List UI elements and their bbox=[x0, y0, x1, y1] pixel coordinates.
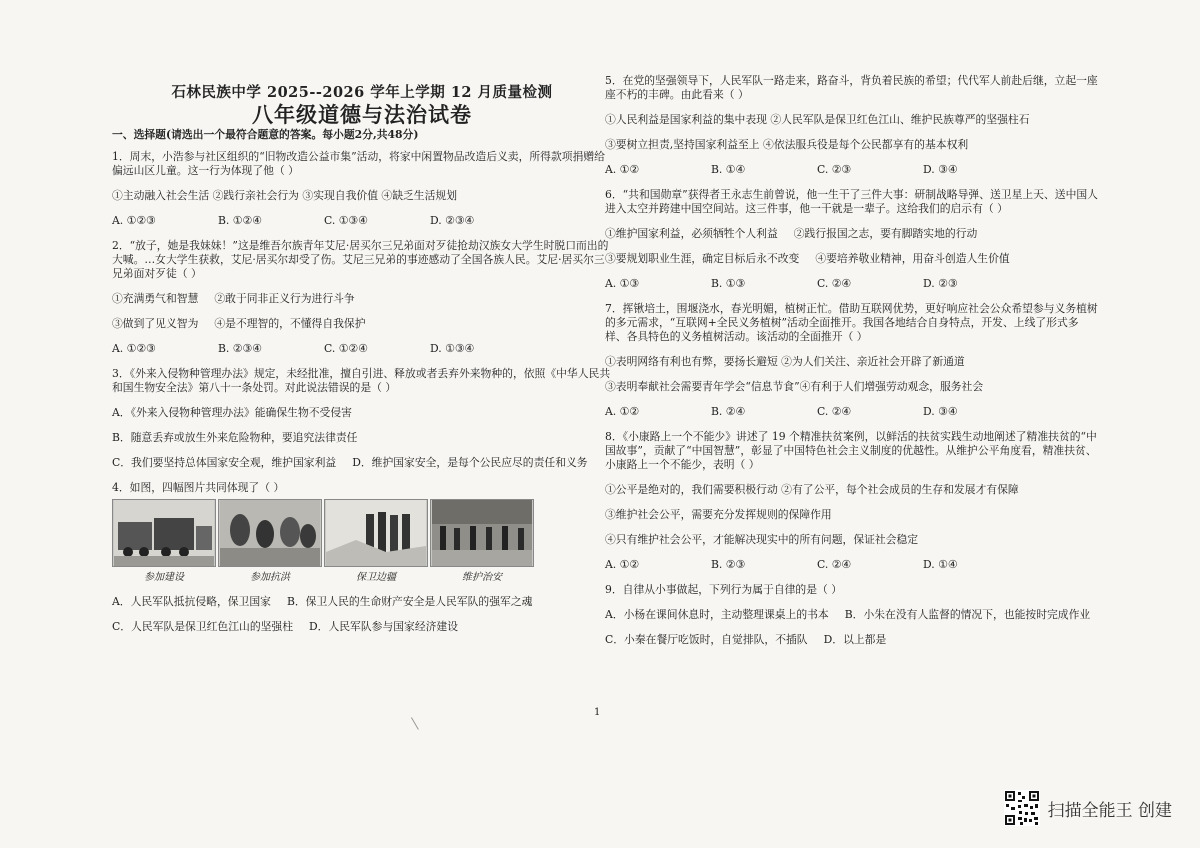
question-4 bbox=[112, 481, 612, 634]
options-row bbox=[605, 633, 1100, 647]
left-column bbox=[112, 74, 612, 645]
photo-security bbox=[430, 499, 534, 567]
photo-border bbox=[324, 499, 428, 567]
option-d: D．以上都是 bbox=[823, 633, 887, 646]
question-stem: 3．《外来入侵物种管理办法》规定，未经批准，擅自引进、释放或者丢弃外来物种的，依照《中华人民共和国生物安全法》第八十一条处罚。对此说法错误的是（ ） bbox=[112, 367, 611, 394]
options-row bbox=[112, 342, 612, 356]
statement: ③要规划职业生涯，确定目标后永不改变 bbox=[605, 252, 800, 265]
option-a: A. ①②③ bbox=[112, 214, 156, 227]
question-stem: 1．周末，小浩参与社区组织的“旧物改造公益市集”活动，将家中闲置物品改造后义卖，所得款项捐赠给偏远山区儿童。这一行为体现了他（ ） bbox=[112, 150, 605, 177]
option-a: A．小杨在课间休息时，主动整理课桌上的书本 bbox=[605, 608, 829, 621]
options-row bbox=[605, 405, 1100, 419]
option-d: D．人民军队参与国家经济建设 bbox=[309, 620, 459, 633]
scanner-watermark bbox=[1004, 790, 1172, 826]
caption: 参加建设 bbox=[144, 572, 184, 583]
option-c: C. ①②④ bbox=[324, 342, 368, 355]
statement: ①表明网络有利也有弊，要扬长避短 ②为人们关注、亲近社会开辟了新通道 bbox=[605, 355, 965, 368]
paper-title: 八年级道德与法治试卷 bbox=[252, 102, 472, 127]
option-d: D. ①④ bbox=[923, 558, 958, 571]
question-stem: 5．在党的坚强领导下，人民军队一路走来，路奋斗，背负着民族的希望；代代军人前赴后继，立起一座座不朽的丰碑。由此看来（ ） bbox=[605, 74, 1098, 101]
question-stem: 7．挥锹培土，围堰浇水，春光明媚，植树正忙。借助互联网优势，更好响应社会公众希望参与义务植树的多元需求，“互联网+全民义务植树”活动全面推开。我国各地结合自身特点，开发、上线了形式多样、各具特色的义务植树活动。该活动的全面推开（ ） bbox=[605, 302, 1098, 343]
statement: ④要培养敬业精神，用奋斗创造人生价值 bbox=[815, 252, 1010, 265]
question-2 bbox=[112, 239, 612, 356]
statement: ①人民利益是国家利益的集中表现 ②人民军队是保卫红色江山、维护民族尊严的坚强柱石 bbox=[605, 113, 1030, 126]
statements-row bbox=[605, 227, 1100, 241]
option-d: D. ②③④ bbox=[430, 214, 475, 227]
statement: ③维护社会公平，需要充分发挥规则的保障作用 bbox=[605, 508, 832, 521]
options-row bbox=[112, 595, 612, 609]
statement: ④是不理智的，不懂得自我保护 bbox=[214, 317, 366, 330]
statement: ①公平是绝对的，我们需要积极行动 ②有了公平，每个社会成员的生存和发展才有保障 bbox=[605, 483, 1019, 496]
option-b: B. ①②④ bbox=[218, 214, 262, 227]
school-title: 石林民族中学 2025--2026 学年上学期 12 月质量检测 bbox=[171, 84, 553, 101]
statement: ①充满勇气和智慧 bbox=[112, 292, 199, 305]
statement: ③表明奉献社会需要青年学会“信息节食”④有利于人们增强劳动观念，服务社会 bbox=[605, 380, 984, 393]
question-8 bbox=[605, 430, 1100, 572]
statement: ①维护国家利益，必须牺牲个人利益 bbox=[605, 227, 778, 240]
options-row bbox=[112, 620, 612, 634]
photo-strip bbox=[112, 499, 612, 567]
option-c: C. ②④ bbox=[817, 277, 852, 290]
option-a: A．人民军队抵抗侵略，保卫国家 bbox=[112, 595, 271, 608]
photo-captions bbox=[112, 571, 612, 585]
statement: ②践行报国之志，要有脚踏实地的行动 bbox=[793, 227, 978, 240]
question-stem: 9．自律从小事做起，下列行为属于自律的是（ ） bbox=[605, 583, 843, 596]
option-d: D. ①③④ bbox=[430, 342, 475, 355]
question-6 bbox=[605, 188, 1100, 291]
options-row bbox=[605, 163, 1100, 177]
options-row bbox=[605, 608, 1100, 622]
statements-row bbox=[112, 317, 612, 331]
option-a: A. ①③ bbox=[605, 277, 640, 290]
statement: ②敢于同非正义行为进行斗争 bbox=[214, 292, 355, 305]
option-c: C．小秦在餐厅吃饭时，自觉排队，不插队 bbox=[605, 633, 808, 646]
question-7 bbox=[605, 302, 1100, 419]
question-9 bbox=[605, 583, 1100, 647]
brand-text: 扫描全能王 创建 bbox=[1047, 800, 1172, 821]
question-stem: 6．“共和国勋章”获得者王永志生前曾说，他一生干了三件大事：研制战略导弹、送卫星上天、送中国人进入太空并跨建中国空间站。这三件事，他一干就是一辈子。这给我们的启示有（ ） bbox=[605, 188, 1098, 215]
caption: 维护治安 bbox=[462, 572, 502, 583]
option-a: A. ①② bbox=[605, 163, 640, 176]
option-d: D. ③④ bbox=[923, 405, 958, 418]
option-c: C．人民军队是保卫红色江山的坚强柱 bbox=[112, 620, 294, 633]
option-c: C．我们要坚持总体国家安全观，维护国家利益 bbox=[112, 456, 337, 469]
question-statements: ①主动融入社会生活 ②践行亲社会行为 ③实现自我价值 ④缺乏生活规划 bbox=[112, 189, 457, 202]
photo-flood bbox=[218, 499, 322, 567]
stray-mark bbox=[411, 714, 424, 730]
option-d: D. ③④ bbox=[923, 163, 958, 176]
question-1 bbox=[112, 150, 612, 228]
option-a: A. ①②③ bbox=[112, 342, 156, 355]
option-c: C. ②④ bbox=[817, 405, 852, 418]
option-d: D．维护国家安全，是每个公民应尽的责任和义务 bbox=[352, 456, 588, 469]
options-row bbox=[605, 277, 1100, 291]
statement: ③要树立担责,坚持国家利益至上 ④依法服兵役是每个公民都享有的基本权利 bbox=[605, 138, 969, 151]
option-a: A. ①② bbox=[605, 558, 640, 571]
option-b: B. ②④ bbox=[711, 405, 746, 418]
caption: 参加抗洪 bbox=[250, 572, 290, 583]
option-b: B. ①④ bbox=[711, 163, 746, 176]
option-b: B. ②③ bbox=[711, 558, 746, 571]
statements-row bbox=[112, 292, 612, 306]
statement: ③做到了见义智为 bbox=[112, 317, 199, 330]
option-b: B．小朱在没有人监督的情况下，也能按时完成作业 bbox=[844, 608, 1091, 621]
question-stem: 8．《小康路上一个不能少》讲述了 19 个精准扶贫案例，以鲜活的扶贫实践生动地阐述了精准扶贫的“中国故事”，贡献了“中国智慧”，彰显了中国特色社会主义制度的优越性。从维护公平角度看，精准扶贫、小康路上一个不能少，表明（ ） bbox=[605, 430, 1097, 471]
right-column bbox=[605, 74, 1100, 658]
option-d: D. ②③ bbox=[923, 277, 958, 290]
options-row bbox=[112, 214, 612, 228]
statements-row bbox=[605, 252, 1100, 266]
caption: 保卫边疆 bbox=[356, 572, 396, 583]
question-5 bbox=[605, 74, 1100, 177]
options-row bbox=[112, 456, 612, 470]
statement: ④只有维护社会公平，才能解决现实中的所有问题，保证社会稳定 bbox=[605, 533, 919, 546]
page-number: 1 bbox=[594, 707, 601, 718]
option-b: B. ①③ bbox=[711, 277, 746, 290]
question-3 bbox=[112, 367, 612, 470]
option-b: B. ②③④ bbox=[218, 342, 262, 355]
qr-code-icon bbox=[1004, 790, 1040, 826]
option-c: C. ①③④ bbox=[324, 214, 368, 227]
photo-construction bbox=[112, 499, 216, 567]
options-row bbox=[605, 558, 1100, 572]
option-c: C. ②④ bbox=[817, 558, 852, 571]
question-stem: 4．如图，四幅图片共同体现了（ ） bbox=[112, 481, 285, 494]
option-c: C. ②③ bbox=[817, 163, 852, 176]
section-heading: 一、选择题(请选出一个最符合题意的答案。每小题2分,共48分) bbox=[112, 128, 419, 141]
question-stem: 2．“放子，她是我妹妹！”这是维吾尔族青年艾尼·居买尔三兄弟面对歹徒抢劫汉族女大学生时脱口而出的大喊。…女大学生获救，艾尼·居买尔却受了伤。艾尼三兄弟的事迹感动了全国各族人民。艾尼·居买尔三兄弟面对歹徒（ ） bbox=[112, 239, 609, 280]
option-a: A．《外来入侵物种管理办法》能确保生物不受侵害 bbox=[112, 406, 352, 419]
option-a: A. ①② bbox=[605, 405, 640, 418]
option-b: B．保卫人民的生命财产安全是人民军队的强军之魂 bbox=[286, 595, 533, 608]
option-b: B．随意丢弃或放生外来危险物种，要追究法律责任 bbox=[112, 431, 358, 444]
